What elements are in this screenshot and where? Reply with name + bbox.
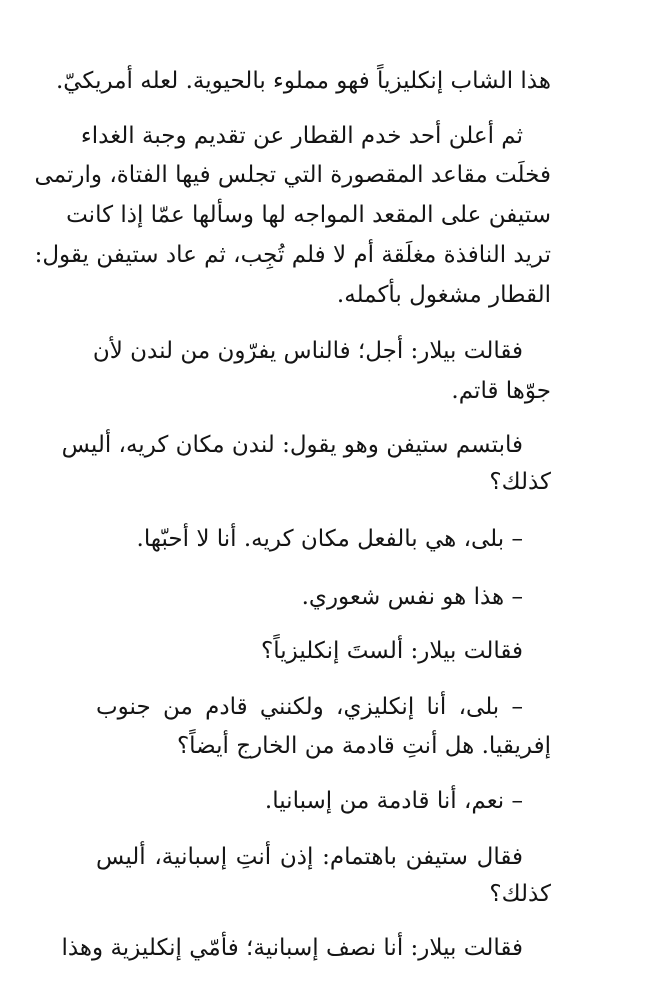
- paragraph-first-line: فقالت بيلار: ألستَ إنكليزياً؟: [261, 638, 523, 664]
- text-line: القطار مشغول بأكمله.: [336, 282, 551, 308]
- text-line: هذا الشاب إنكليزياً فهو مملوء بالحيوية. لعله أمريكيّ.: [55, 68, 551, 94]
- paragraph-first-line: فابتسم ستيفن وهو يقول: لندن مكان كريه، أليس: [61, 432, 523, 458]
- text-line: ستيفن على المقعد المواجه لها وسألها عمّا إذا كانت: [66, 202, 551, 228]
- text-line: إفريقيا. هل أنتِ قادمة من الخارج أيضاً؟: [176, 733, 551, 759]
- text-line: تريد النافذة مغلَقة أم لا فلم تُجِب، ثم عاد ستيفن يقول:: [34, 242, 551, 268]
- paragraph-first-line: فقال ستيفن باهتمام: إذن أنتِ إسبانية، أليس: [96, 844, 523, 870]
- text-line: جوّها قاتم.: [451, 378, 551, 404]
- dialogue-line: – بلى، هي بالفعل مكان كريه. أنا لا أحبّها.: [136, 526, 523, 552]
- text-line: كذلك؟: [489, 881, 551, 907]
- text-line: فخلَت مقاعد المقصورة التي تجلس فيها الفتاة، وارتمى: [34, 162, 551, 188]
- dialogue-line: – نعم، أنا قادمة من إسبانيا.: [264, 788, 523, 814]
- dialogue-line: – بلى، أنا إنكليزي، ولكنني قادم من جنوب: [96, 694, 523, 720]
- paragraph-first-line: فقالت بيلار: أجل؛ فالناس يفرّون من لندن لأن: [92, 338, 523, 364]
- dialogue-line: – هذا هو نفس شعوري.: [301, 584, 523, 610]
- text-line: كذلك؟: [489, 469, 551, 495]
- paragraph-first-line: ثم أعلن أحد خدم القطار عن تقديم وجبة الغداء: [80, 123, 523, 149]
- paragraph-first-line: فقالت بيلار: أنا نصف إسبانية؛ فأمّي إنكليزية وهذا: [61, 935, 523, 961]
